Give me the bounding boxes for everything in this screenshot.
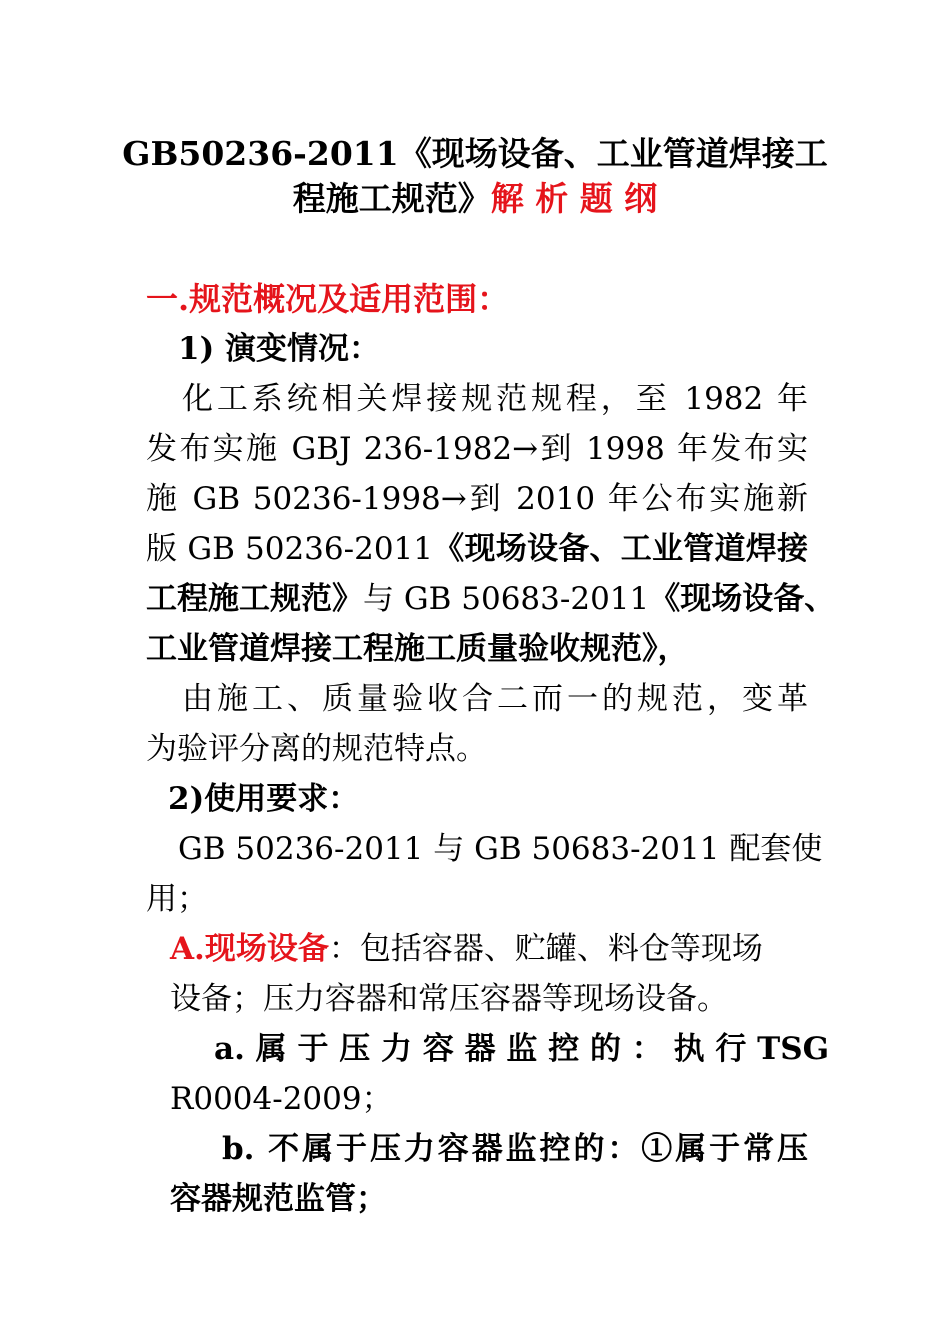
standard-title-bold: 《现场设备、工业管道焊接 <box>433 531 808 567</box>
item-a-sub-b-line-2: 容器规范监管； <box>170 1181 387 1217</box>
standard-2-title-bold: 《现场设备、 <box>649 581 836 617</box>
paragraph-1-line-4 <box>146 526 808 572</box>
item-a-line-1 <box>170 926 763 972</box>
section-1-heading: 一.规范概况及适用范围： <box>146 280 510 318</box>
paragraph-2-line-1: 由施工、质量验收合二而一的规范，变革 <box>182 681 808 717</box>
paragraph-1-line-5 <box>146 576 835 622</box>
paragraph-2-line-2: 为验评分离的规范特点。 <box>146 731 487 767</box>
standard-title-bold-end: 工程施工规范》 <box>146 581 363 617</box>
item-a-line-2: 设备；压力容器和常压容器等现场设备。 <box>170 981 728 1017</box>
item-a-label: A.现场设备 <box>170 931 329 967</box>
paragraph-3-line-2: 用； <box>146 881 208 917</box>
title-red-part: 解 析 题 纲 <box>490 179 658 218</box>
subsection-2-heading: 2)使用要求： <box>168 781 360 817</box>
document-title-line-1: GB50236-2011《现场设备、工业管道焊接工 <box>122 134 828 173</box>
item-a-sub-a-line-1: a. 属 于 压 力 容 器 监 控 的 ： 执 行 TSG <box>214 1031 830 1067</box>
paragraph-1-line-1: 化工系统相关焊接规范规程，至 1982 年 <box>182 381 808 417</box>
paragraph-1-line-2: 发布实施 GBJ 236-1982→到 1998 年发布实 <box>146 431 808 467</box>
standard-code-2: 与 GB 50683-2011 <box>363 581 650 617</box>
item-a-text: ：包括容器、贮罐、料仓等现场 <box>328 931 763 967</box>
standard-code: 版 GB 50236-2011 <box>146 531 433 567</box>
item-a-sub-b-line-1: b. 不属于压力容器监控的：①属于常压 <box>222 1131 808 1167</box>
document-title-line-2 <box>0 176 950 222</box>
paragraph-3-line-1: GB 50236-2011 与 GB 50683-2011 配套使 <box>178 831 823 867</box>
title-black-part: 程施工规范》 <box>292 179 491 218</box>
item-a-sub-a-line-2: R0004-2009； <box>170 1081 393 1117</box>
subsection-1-heading: 1) 演变情况： <box>178 331 381 367</box>
paragraph-1-line-3: 施 GB 50236-1998→到 2010 年公布实施新 <box>146 481 808 517</box>
paragraph-1-line-6: 工业管道焊接工程施工质量验收规范》， <box>146 631 689 667</box>
